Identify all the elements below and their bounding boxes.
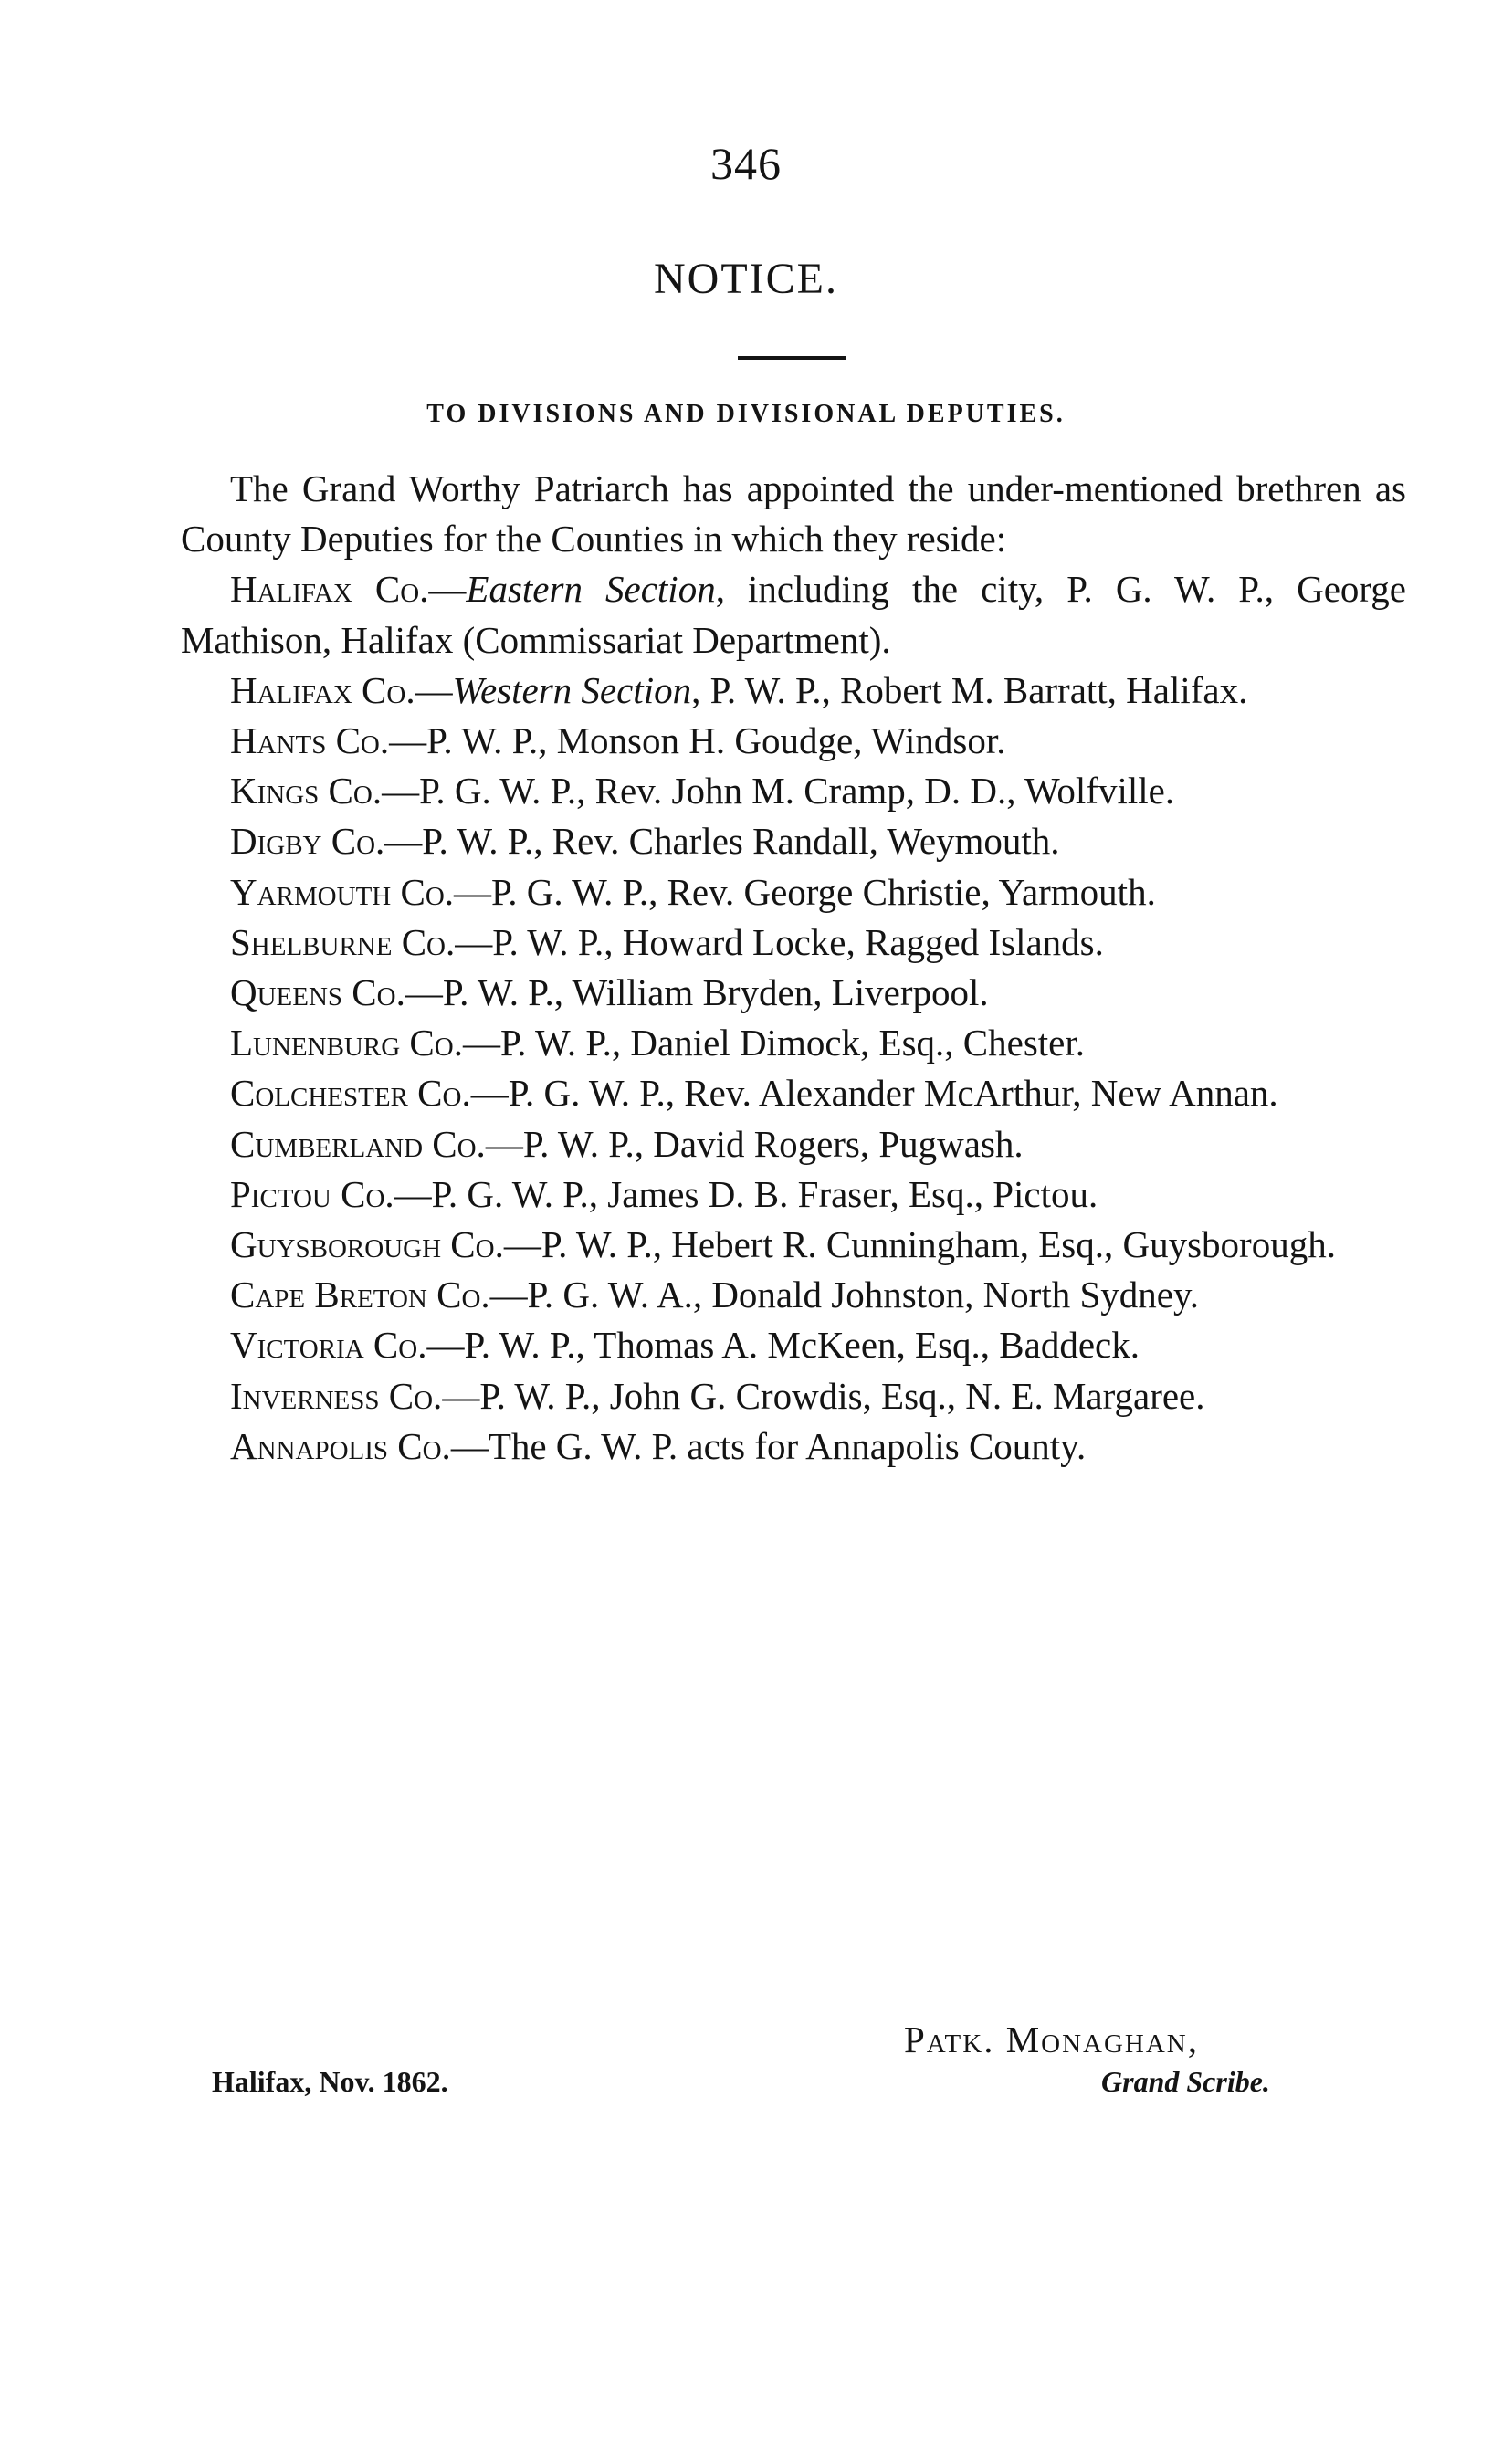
county-name: Queens Co. <box>230 971 405 1014</box>
county-name: Cumberland Co. <box>230 1122 486 1165</box>
deputy-entry <box>181 716 1406 766</box>
signature-title: Grand Scribe. <box>1101 2065 1270 2098</box>
county-name: Halifax Co. <box>230 568 429 611</box>
entry-dash: — <box>384 820 423 863</box>
deputies-list <box>181 564 1406 1472</box>
deputy-entry <box>181 666 1406 716</box>
deputy-entry <box>181 1018 1406 1068</box>
deputy-entry <box>181 1320 1406 1370</box>
county-name: Cape Breton Co. <box>230 1274 490 1316</box>
signature-place-date: Halifax, Nov. 1862. <box>212 2065 448 2098</box>
county-name: Lunenburg Co. <box>230 1022 463 1064</box>
county-name: Inverness Co. <box>230 1374 443 1417</box>
entry-dash: — <box>394 1172 432 1215</box>
county-name: Colchester Co. <box>230 1072 471 1115</box>
entry-dash: — <box>485 1122 523 1165</box>
deputy-entry <box>181 766 1406 816</box>
deputy-details: P. W. P., Howard Locke, Ragged Islands. <box>492 920 1104 963</box>
deputy-entry <box>181 816 1406 866</box>
deputy-details: P. G. W. A., Donald Johnston, North Sydney. <box>527 1274 1200 1316</box>
entry-dash: — <box>426 1324 465 1367</box>
entry-dash: — <box>405 971 443 1014</box>
heading-rule <box>738 356 846 360</box>
deputy-entry <box>181 564 1406 665</box>
deputy-details: P. W. P., David Rogers, Pugwash. <box>522 1122 1024 1165</box>
county-name: Pictou Co. <box>230 1172 394 1215</box>
deputy-details: P. G. W. P., Rev. John M. Cramp, D. D., Wolfville. <box>419 770 1175 813</box>
deputy-entry <box>181 1119 1406 1169</box>
notice-body <box>181 464 1406 1472</box>
deputy-entry <box>181 867 1406 917</box>
deputy-details: P. W. P., John G. Crowdis, Esq., N. E. Margaree. <box>479 1374 1205 1417</box>
deputy-details: P. W. P., Monson H. Goudge, Windsor. <box>426 719 1006 762</box>
county-name: Guysborough Co. <box>230 1223 504 1266</box>
county-name: Shelburne Co. <box>230 920 456 963</box>
deputy-details: , P. W. P., Robert M. Barratt, Halifax. <box>691 668 1248 711</box>
deputy-details: , including the city, P. G. W. P., George Mathison, Halifax (Commissariat Department). <box>181 568 1407 661</box>
entry-dash: — <box>382 770 420 813</box>
county-name: Halifax Co. <box>230 668 415 711</box>
deputy-details: The G. W. P. acts for Annapolis County. <box>488 1424 1087 1467</box>
entry-dash: — <box>455 920 493 963</box>
deputy-details: P. W. P., Hebert R. Cunningham, Esq., Guysborough. <box>541 1223 1336 1266</box>
county-name: Annapolis Co. <box>230 1424 451 1467</box>
deputy-details: P. G. W. P., James D. B. Fraser, Esq., Pictou. <box>431 1172 1098 1215</box>
entry-dash: — <box>389 719 427 762</box>
signature-name: Patk. Monaghan, <box>904 2018 1199 2060</box>
deputy-entry <box>181 1068 1406 1118</box>
deputy-entry <box>181 1421 1406 1472</box>
deputy-entry <box>181 1169 1406 1220</box>
page-number: 346 <box>710 138 782 189</box>
entry-dash: — <box>428 568 467 611</box>
deputy-entry <box>181 1220 1406 1270</box>
deputy-details: P. W. P., Rev. Charles Randall, Weymouth. <box>422 820 1060 863</box>
county-name: Hants Co. <box>230 719 390 762</box>
deputy-details: P. W. P., Thomas A. McKeen, Esq., Baddeck. <box>464 1324 1140 1367</box>
county-name: Kings Co. <box>230 770 383 813</box>
deputy-entry <box>181 917 1406 968</box>
county-name: Yarmouth Co. <box>230 870 455 913</box>
entry-dash: — <box>503 1223 541 1266</box>
deputy-details: P. G. W. P., Rev. George Christie, Yarmouth. <box>491 870 1156 913</box>
deputy-entry <box>181 1371 1406 1421</box>
entry-dash: — <box>454 870 492 913</box>
entry-dash: — <box>489 1274 528 1316</box>
entry-dash: — <box>450 1424 489 1467</box>
section-label: Eastern Section <box>466 568 716 611</box>
county-name: Victoria Co. <box>230 1324 427 1367</box>
entry-dash: — <box>442 1374 480 1417</box>
section-label: Western Section <box>452 668 692 711</box>
deputy-details: P. W. P., Daniel Dimock, Esq., Chester. <box>499 1022 1086 1064</box>
county-name: Digby Co. <box>230 820 385 863</box>
notice-heading: NOTICE. <box>654 255 838 303</box>
intro-paragraph: The Grand Worthy Patriarch has appointed the under-mentioned brethren as County Deputies for the Counties in which they reside: <box>181 467 1406 561</box>
entry-dash: — <box>415 668 453 711</box>
entry-dash: — <box>462 1022 500 1064</box>
notice-subheading: TO DIVISIONS AND DIVISIONAL DEPUTIES. <box>426 400 1066 428</box>
entry-dash: — <box>470 1072 509 1115</box>
deputy-entry <box>181 968 1406 1018</box>
deputy-entry <box>181 1270 1406 1320</box>
deputy-details: P. G. W. P., Rev. Alexander McArthur, New Annan. <box>508 1072 1278 1115</box>
deputy-details: P. W. P., William Bryden, Liverpool. <box>442 971 989 1014</box>
